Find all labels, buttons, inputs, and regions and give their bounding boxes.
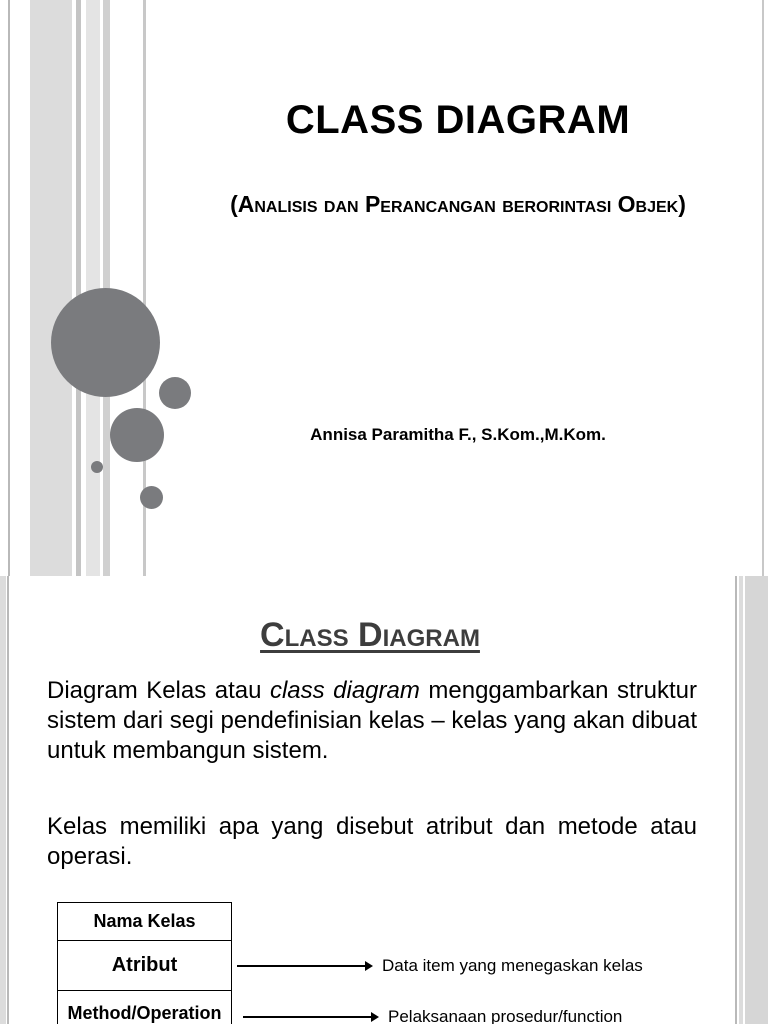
method-description: Pelaksanaan prosedur/function bbox=[388, 1007, 623, 1024]
decor-circle-small bbox=[91, 461, 103, 473]
decor-circle bbox=[159, 377, 191, 409]
definition-text: menggambarkan struktur sistem dari segi pendefinisian kelas – kelas yang akan dibuat untuk membangun sistem. bbox=[47, 677, 697, 764]
class-name-cell: Nama Kelas bbox=[58, 903, 231, 941]
slide-title: CLASS DIAGRAM bbox=[285, 98, 631, 142]
decor-stripe bbox=[76, 0, 81, 576]
attribute-cell: Atribut bbox=[58, 941, 231, 991]
decor-circle bbox=[140, 486, 163, 509]
content-slide bbox=[0, 576, 768, 1024]
decor-stripe bbox=[8, 0, 10, 576]
decor-circle-large bbox=[51, 288, 160, 397]
slide-subtitle: (Analisis dan Perancangan berorintasi Objek) bbox=[230, 191, 686, 217]
decor-stripe bbox=[745, 576, 768, 1024]
decor-stripe bbox=[30, 0, 72, 576]
uml-class-box bbox=[57, 902, 232, 1024]
method-cell: Method/Operation bbox=[67, 1003, 222, 1023]
section-title: Class Diagram bbox=[260, 616, 480, 654]
attribute-description: Data item yang menegaskan kelas bbox=[382, 956, 643, 975]
definition-text: Diagram Kelas atau bbox=[47, 677, 262, 704]
author-name: Annisa Paramitha F., S.Kom.,M.Kom. bbox=[310, 425, 606, 444]
arrow-right-icon bbox=[243, 1016, 377, 1018]
paragraph-definition bbox=[47, 676, 697, 766]
definition-term: class diagram bbox=[269, 677, 420, 704]
decor-stripe bbox=[762, 0, 764, 576]
paragraph-attributes: Kelas memiliki apa yang disebut atribut dan metode atau operasi. bbox=[47, 813, 697, 870]
arrow-right-icon bbox=[237, 965, 371, 967]
